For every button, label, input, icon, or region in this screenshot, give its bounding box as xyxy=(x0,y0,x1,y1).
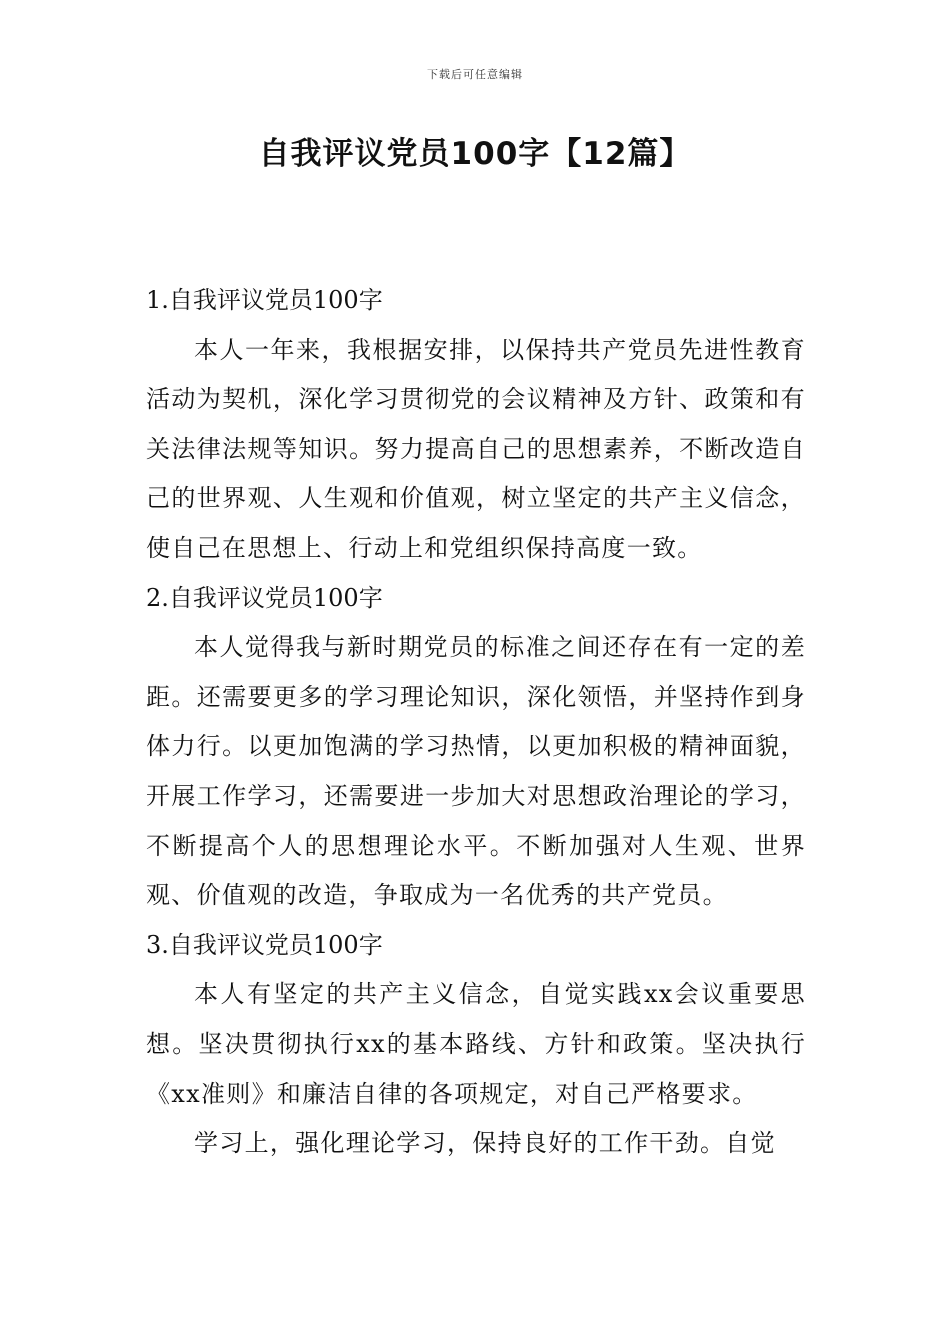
document-title: 自我评议党员100字【12篇】 xyxy=(258,136,692,172)
section-1-paragraph-1: 本人一年来，我根据安排，以保持共产党员先进性教育活动为契机，深化学习贯彻党的会议精神及方针、政策和有关法律法规等知识。努力提高自己的思想素养，不断改造自己的世界观、人生观和价值观，树立坚定的共产主义信念，使自己在思想上、行动上和党组织保持高度一致。 xyxy=(146,335,806,562)
section-2-paragraph-1: 本人觉得我与新时期党员的标准之间还存在有一定的差距。还需要更多的学习理论知识，深化领悟，并坚持作到身体力行。以更加饱满的学习热情，以更加积极的精神面貌，开展工作学习，还需要进一步加大对思想政治理论的学习，不断提高个人的思想理论水平。不断加强对人生观、世界观、价值观的改造，争取成为一名优秀的共产党员。 xyxy=(146,633,806,910)
section-3-paragraph-1: 本人有坚定的共产主义信念，自觉实践xx会议重要思想。坚决贯彻执行xx的基本路线、方针和政策。坚决执行《xx准则》和廉洁自律的各项规定，对自己严格要求。 xyxy=(146,980,806,1108)
section-heading-2: 2.自我评议党员100字 xyxy=(146,583,383,612)
section-heading-1: 1.自我评议党员100字 xyxy=(146,286,383,314)
section-3-paragraph-2: 学习上，强化理论学习，保持良好的工作干劲。自觉 xyxy=(194,1129,776,1158)
header-note: 下载后可任意编辑 xyxy=(427,68,523,81)
section-heading-3: 3.自我评议党员100字 xyxy=(146,930,383,959)
document-body xyxy=(146,276,806,1169)
